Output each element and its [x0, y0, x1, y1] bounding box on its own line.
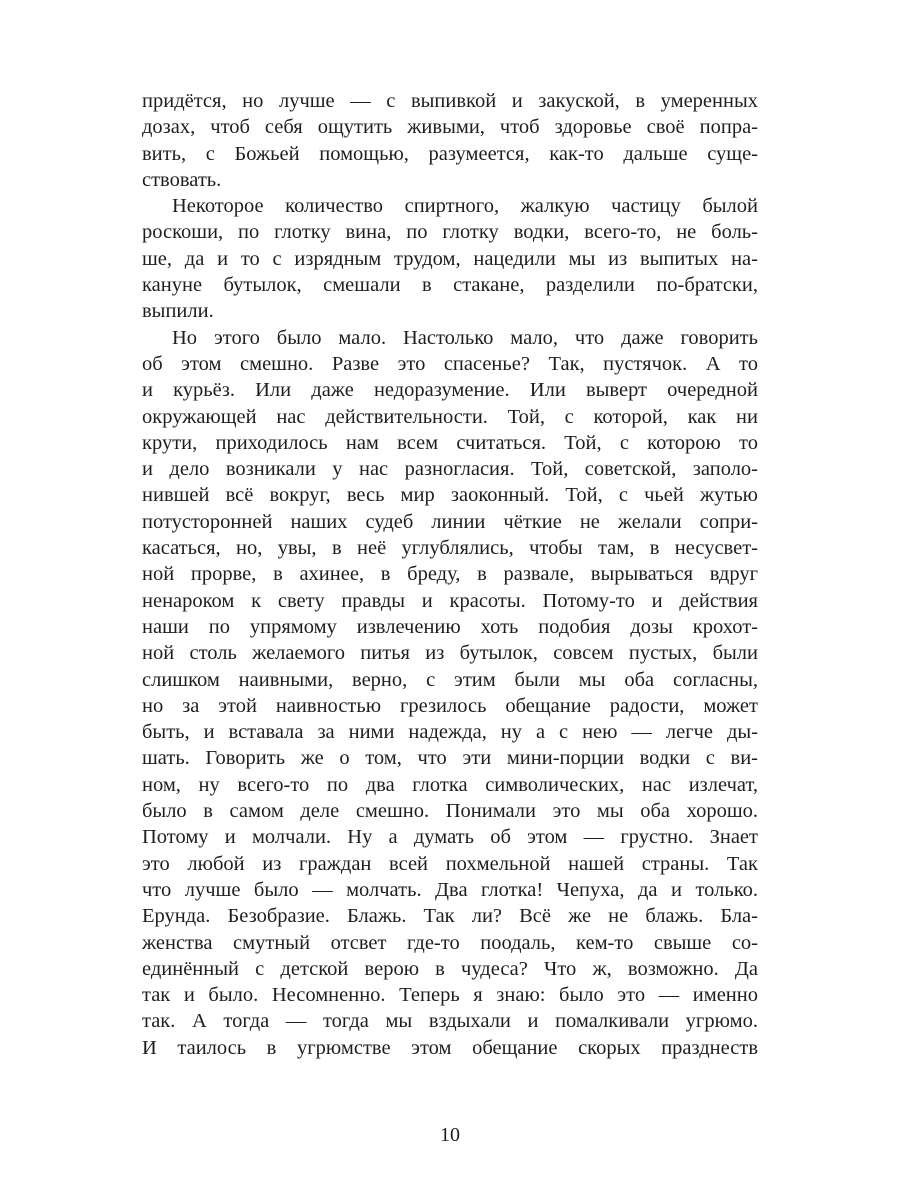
text-line: окружающей нас действительности. Той, с которой, как ни [142, 405, 758, 428]
text-line: придётся, но лучше — с выпивкой и закуской, в умеренных [142, 90, 758, 112]
text-line: что лучше было — молчать. Два глотка! Чепуха, да и только. [142, 878, 758, 901]
text-line: выпили. [142, 300, 214, 323]
text-line: Некоторое количество спиртного, жалкую частицу былой [172, 195, 758, 218]
text-line: кануне бутылок, смешали в стакане, разделили по-братски, [142, 274, 758, 297]
paragraph-2 [142, 193, 758, 324]
text-line: и дело возникали у нас разногласия. Той, советской, заполо- [142, 458, 758, 481]
text-line: слишком наивными, верно, с этим были мы оба согласны, [142, 668, 758, 691]
text-line: ствовать. [142, 168, 222, 191]
text-line: дозах, чтоб себя ощутить живыми, чтоб здоровье своё попра- [142, 116, 758, 139]
paragraph-1 [142, 88, 758, 193]
text-line: шать. Говорить же о том, что эти мини-порции водки с ви- [142, 747, 758, 770]
text-line: Но этого было мало. Настолько мало, что даже говорить [172, 326, 758, 349]
page-body-text [142, 88, 758, 1061]
text-line: быть, и вставала за ними надежда, ну а с нею — легче ды- [142, 721, 758, 744]
text-line: ше, да и то с изрядным трудом, нацедили мы из выпитых на- [142, 247, 758, 270]
text-line: крути, приходилось нам всем считаться. Той, с которою то [142, 431, 758, 454]
text-line: Потому и молчали. Ну а думать об этом — грустно. Знает [142, 826, 758, 849]
text-line: но за этой наивностью грезилось обещание радости, может [142, 694, 758, 717]
text-line: касаться, но, увы, в неё углублялись, чтобы там, в несусвет- [142, 537, 758, 560]
text-line: ной прорве, в ахинее, в бреду, в развале, вырываться вдруг [142, 563, 758, 586]
text-line: вить, с Божьей помощью, разумеется, как-то дальше суще- [142, 142, 758, 165]
text-line: единённый с детской верою в чудеса? Что ж, возможно. Да [142, 957, 758, 980]
text-line: ном, ну всего-то по два глотка символических, нас излечат, [142, 773, 758, 796]
page-number: 10 [440, 1124, 460, 1146]
text-line: потусторонней наших судеб линии чёткие не желали сопри- [142, 510, 758, 533]
text-line: ненароком к свету правды и красоты. Потому-то и действия [142, 589, 758, 612]
paragraph-3 [142, 325, 758, 1061]
text-line: нившей всё вокруг, весь мир заоконный. Той, с чьей жутью [142, 484, 758, 507]
text-line: ной столь желаемого питья из бутылок, совсем пустых, были [142, 642, 758, 665]
text-line: это любой из граждан всей похмельной нашей страны. Так [142, 852, 758, 875]
text-line: было в самом деле смешно. Понимали это мы оба хорошо. [142, 800, 758, 823]
text-line: женства смутный отсвет где-то поодаль, кем-то свыше со- [142, 931, 758, 954]
text-line: Ерунда. Безобразие. Блажь. Так ли? Всё же не блажь. Бла- [142, 905, 758, 928]
text-line: так и было. Несомненно. Теперь я знаю: было это — именно [142, 984, 758, 1007]
text-line: об этом смешно. Разве это спасенье? Так, пустячок. А то [142, 352, 758, 375]
text-line: и курьёз. Или даже недоразумение. Или выверт очередной [142, 379, 758, 402]
text-line: роскоши, по глотку вина, по глотку водки, всего-то, не боль- [142, 221, 758, 244]
text-line: так. А тогда — тогда мы вздыхали и помалкивали угрюмо. [142, 1010, 758, 1033]
text-line: наши по упрямому извлечению хоть подобия дозы крохот- [142, 615, 758, 638]
text-line: И таилось в угрюмстве этом обещание скорых празднеств [142, 1036, 758, 1059]
